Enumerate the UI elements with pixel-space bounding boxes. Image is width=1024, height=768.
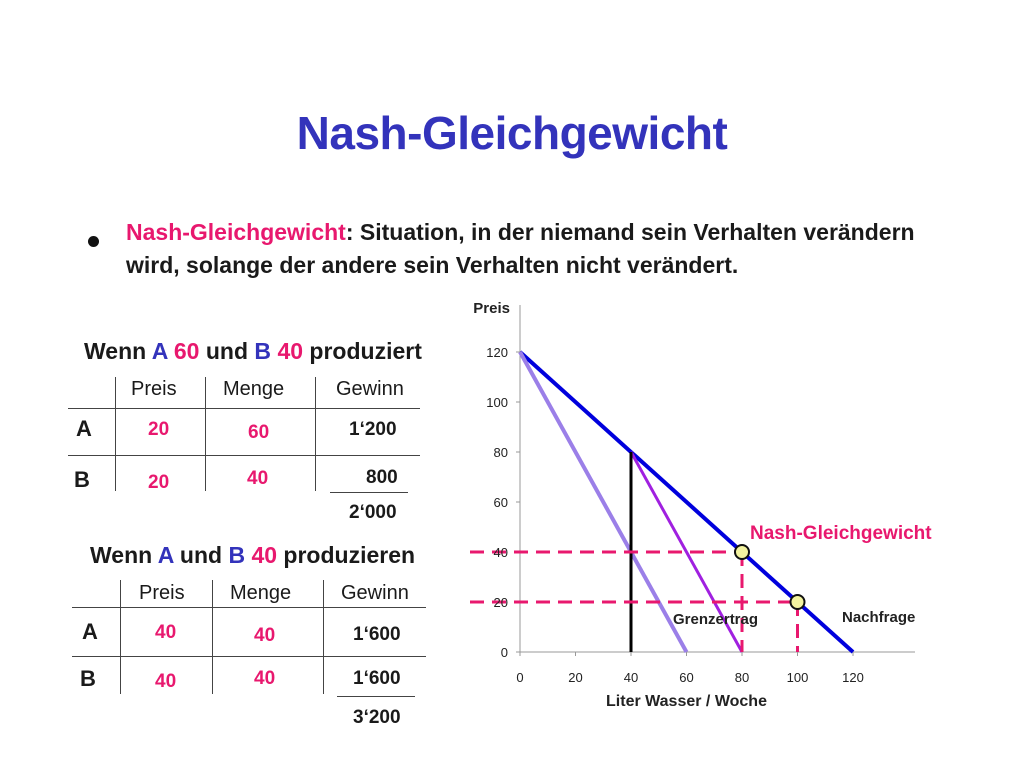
table1-title-qb: 40 (277, 338, 304, 364)
x-axis-label: Liter Wasser / Woche (606, 693, 767, 710)
table1-title-part: und (199, 338, 255, 364)
table1-title (84, 338, 422, 365)
nash-annotation: Nash-Gleichgewicht (750, 523, 932, 544)
y-tick-label: 100 (486, 395, 508, 410)
demand-chart (440, 290, 980, 720)
grenzertrag-annotation: Grenzertrag (673, 611, 759, 628)
table1-divider (115, 377, 116, 491)
y-tick-label: 80 (493, 445, 508, 460)
page-title: Nash-Gleichgewicht (296, 107, 728, 159)
table1-title-part: Wenn (84, 338, 152, 364)
y-tick-label: 120 (486, 345, 508, 360)
table1-row-label-b: B (74, 467, 90, 492)
series-grenzertrag-line (520, 352, 687, 652)
x-tick-label: 60 (679, 670, 694, 685)
table2-divider (120, 580, 121, 694)
table1-b-menge: 40 (247, 468, 269, 489)
table1-divider (315, 377, 316, 491)
table2-row-label-a: A (82, 619, 98, 644)
nachfrage-annotation: Nachfrage (842, 609, 916, 626)
chart-marks (470, 352, 853, 652)
table1-title-part: produziert (303, 338, 422, 364)
y-tick-label: 40 (493, 545, 508, 560)
table1-title-b: B (254, 338, 272, 364)
table1-b-preis: 20 (148, 472, 170, 493)
definition-text: : Situation, in der niemand sein Verhalten verändern wird, solange der andere sein Verhalten nicht verändert. (126, 219, 915, 278)
table2-row-rule (72, 656, 426, 657)
equilibrium-point (791, 595, 805, 609)
definition-bullet (126, 216, 966, 282)
chart-labels (473, 300, 932, 710)
table2-a-menge: 40 (254, 625, 276, 646)
table2-a-preis: 40 (155, 622, 177, 643)
table2-b-preis: 40 (155, 671, 177, 692)
x-tick-label: 0 (516, 670, 524, 685)
table2-title-part: produzieren (277, 542, 416, 568)
table1-row-rule (68, 455, 420, 456)
table2-title-part: Wenn (90, 542, 158, 568)
table1-a-gewinn: 1‘200 (349, 419, 397, 440)
table2-sum-rule (337, 696, 415, 697)
table2-b-menge: 40 (254, 668, 276, 689)
table2-header-menge: Menge (230, 582, 292, 604)
y-tick-label: 0 (500, 645, 508, 660)
table1-header-menge: Menge (223, 378, 285, 400)
table2-title (90, 542, 415, 569)
table2-title-a: A (157, 542, 174, 568)
table2-b-gewinn: 1‘600 (353, 668, 401, 689)
table1-b-gewinn: 800 (366, 467, 398, 488)
table2-header-gewinn: Gewinn (341, 582, 409, 604)
table2-title-part: und (173, 542, 229, 568)
table1-total: 2‘000 (349, 502, 397, 523)
x-tick-label: 80 (734, 670, 750, 685)
table1-title-a: A (151, 338, 168, 364)
table2-title-qb: 40 (251, 542, 278, 568)
table1-header-preis: Preis (131, 378, 177, 400)
y-axis-label: Preis (473, 300, 510, 317)
y-tick-label: 20 (493, 595, 508, 610)
definition-term: Nash-Gleichgewicht (126, 219, 346, 245)
table2-divider (323, 580, 324, 694)
table1-a-preis: 20 (148, 419, 170, 440)
x-tick-label: 20 (568, 670, 583, 685)
bullet-dot (88, 236, 99, 247)
x-tick-label: 40 (623, 670, 639, 685)
table1-title-qa: 60 (173, 338, 200, 364)
x-tick-label: 120 (842, 670, 864, 685)
table1-row-label-a: A (76, 416, 92, 441)
table2-divider (212, 580, 213, 694)
table1-sum-rule (330, 492, 408, 493)
x-tick-label: 100 (786, 670, 809, 685)
table2-title-b: B (228, 542, 246, 568)
table2-header-rule (72, 607, 426, 608)
table2-row-label-b: B (80, 666, 96, 691)
table1-divider (205, 377, 206, 491)
equilibrium-point (735, 545, 749, 559)
table2-a-gewinn: 1‘600 (353, 624, 401, 645)
table2-header-preis: Preis (139, 582, 185, 604)
y-tick-label: 60 (493, 495, 508, 510)
table1-header-rule (68, 408, 420, 409)
table2-total: 3‘200 (353, 707, 401, 728)
table1-a-menge: 60 (248, 422, 270, 443)
table1-header-gewinn: Gewinn (336, 378, 404, 400)
